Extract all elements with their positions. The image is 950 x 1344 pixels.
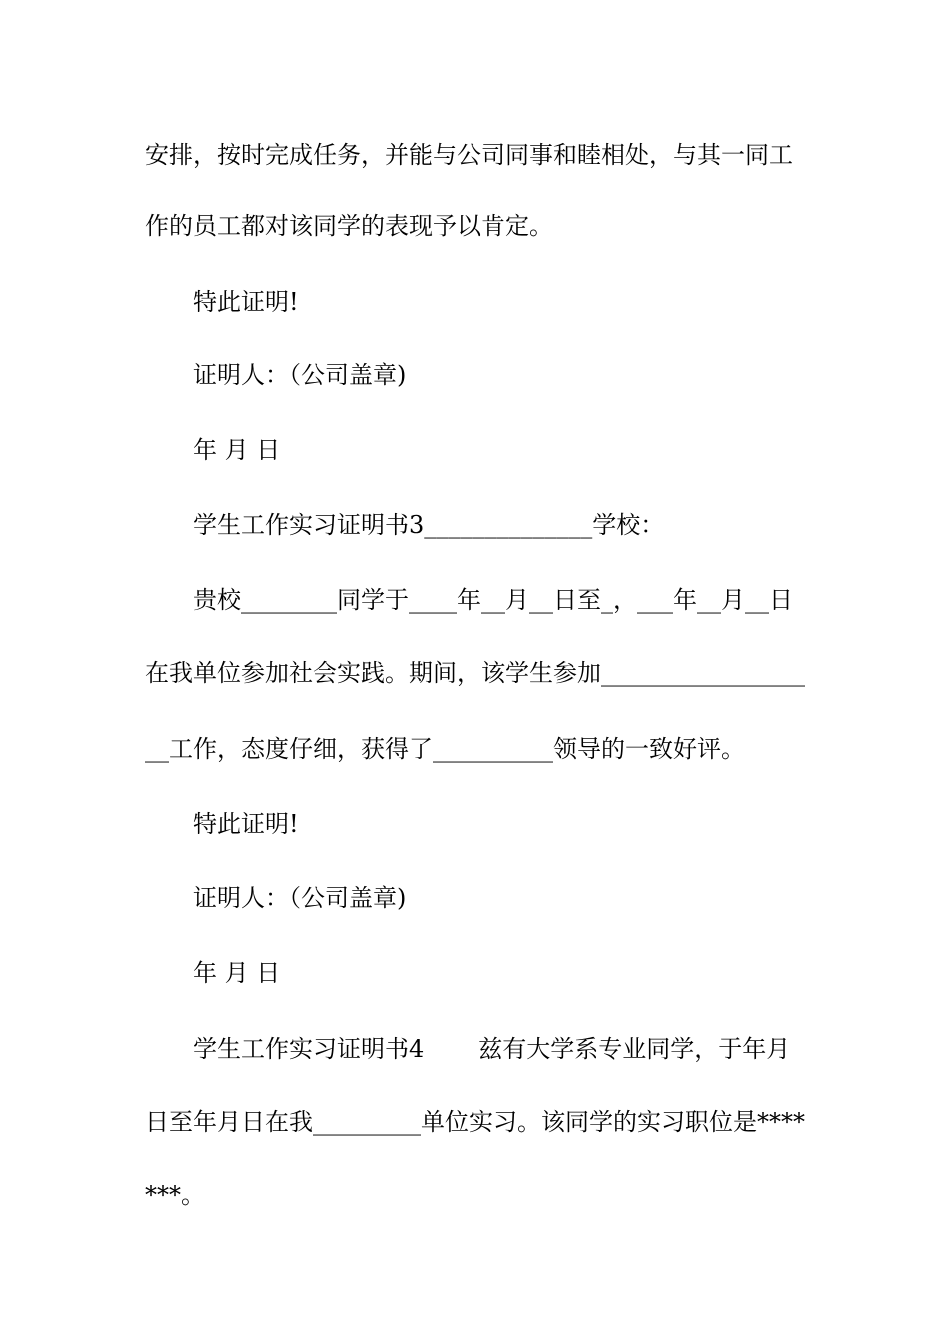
paragraph-line: 贵校________同学于____年__月__日至_，___年__月__日 xyxy=(193,586,793,614)
paragraph-text: 兹有大学系专业同学，于年月 xyxy=(478,1035,791,1063)
certificate-heading-4: 学生工作实习证明书4 xyxy=(193,1035,425,1063)
certificate-heading-3: 学生工作实习证明书3______________学校： xyxy=(193,511,665,539)
certify-statement: 特此证明! xyxy=(193,288,299,316)
date-line: 年 月 日 xyxy=(193,436,281,464)
paragraph-line: __工作，态度仔细，获得了__________领导的一致好评。 xyxy=(145,735,745,763)
paragraph-line: 在我单位参加社会实践。期间，该学生参加_________________ xyxy=(145,659,805,687)
paragraph-line: 作的员工都对该同学的表现予以肯定。 xyxy=(145,212,553,240)
certify-statement: 特此证明! xyxy=(193,810,299,838)
certifier-line: 证明人：（公司盖章) xyxy=(193,361,407,389)
paragraph-line: 日至年月日在我_________单位实习。该同学的实习职位是**** xyxy=(145,1108,805,1136)
certificate-heading-4-line xyxy=(193,1034,810,1064)
certifier-line: 证明人：（公司盖章) xyxy=(193,884,407,912)
date-line: 年 月 日 xyxy=(193,959,281,987)
paragraph-line: ***。 xyxy=(145,1181,205,1209)
paragraph-line: 安排，按时完成任务，并能与公司同事和睦相处，与其一同工 xyxy=(145,141,793,169)
